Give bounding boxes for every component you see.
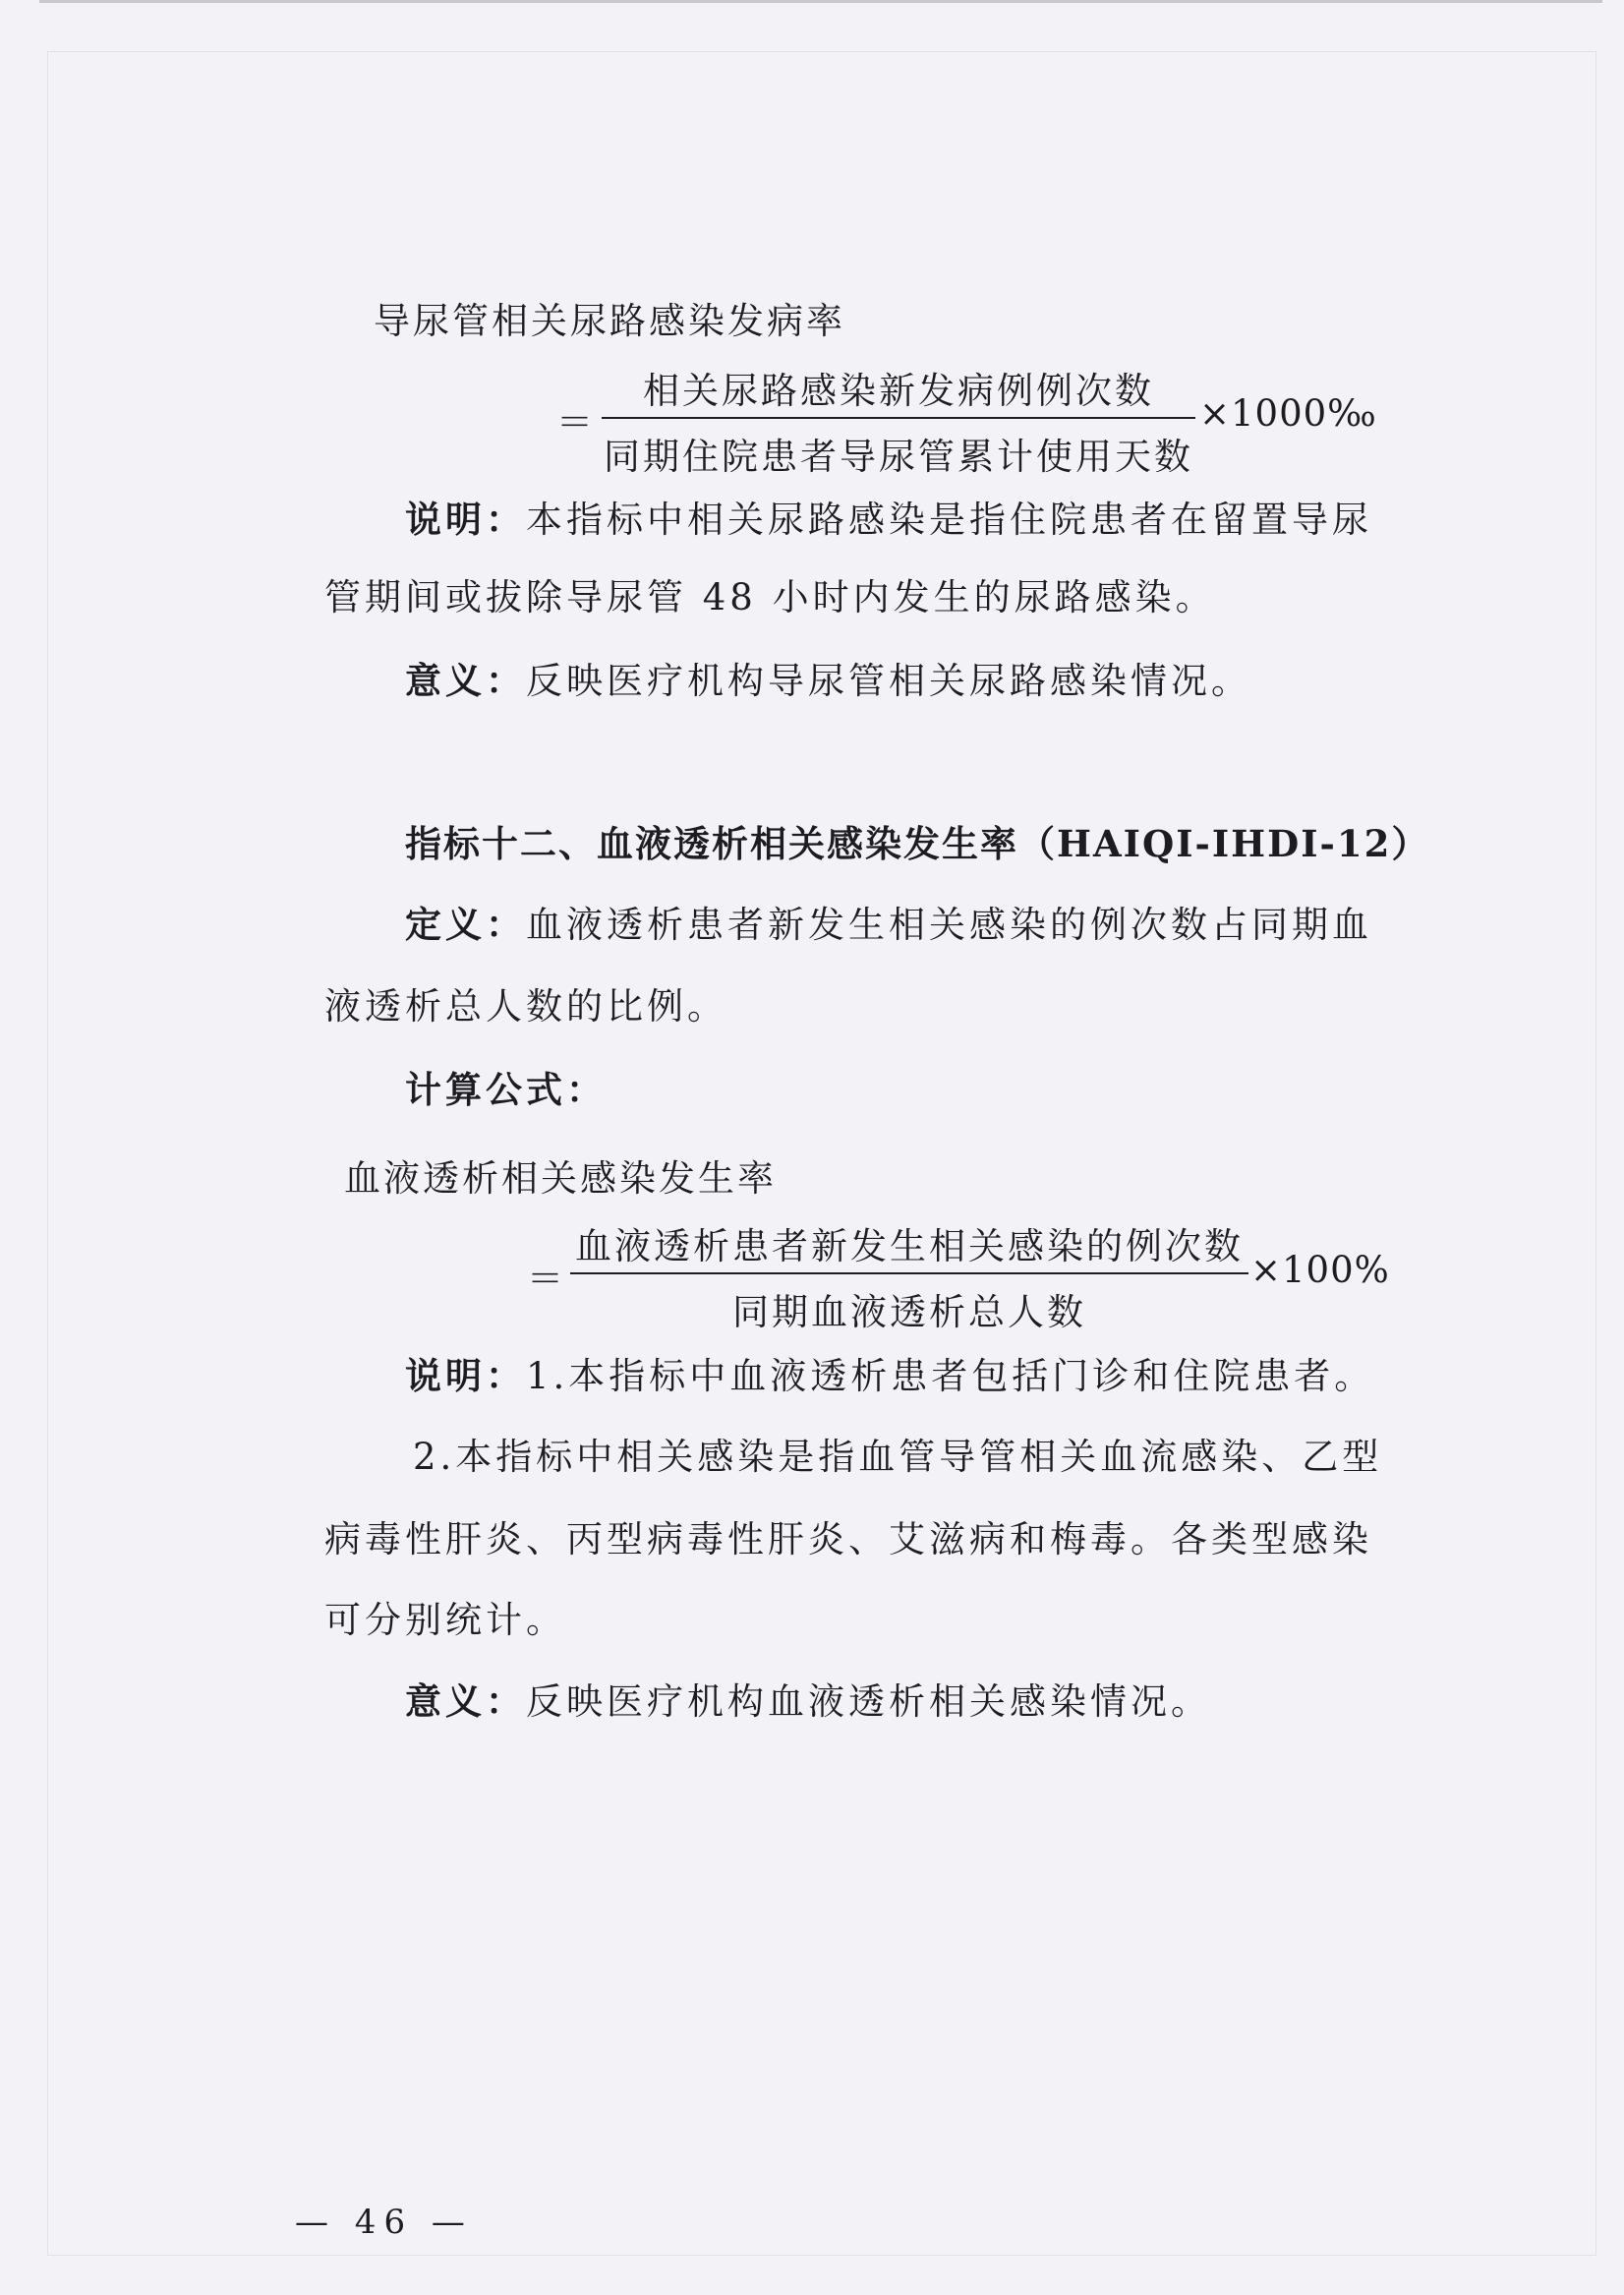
scan-edge <box>39 0 1602 3</box>
formula-denominator: 同期血液透析总人数 <box>732 1291 1086 1333</box>
definition-continuation: 液透析总人数的比例。 <box>324 985 727 1028</box>
note-label: 说明： <box>405 498 526 541</box>
meaning-text: 反映医疗机构血液透析相关感染情况。 <box>526 1680 1211 1723</box>
formula-label: 计算公式： <box>405 1068 607 1111</box>
note-continuation: 管期间或拔除导尿管 48 小时内发生的尿路感染。 <box>324 576 1216 618</box>
note-item-1: 1.本指标中血液透析患者包括门诊和住院患者。 <box>526 1355 1375 1397</box>
meaning-label: 意义： <box>405 659 526 702</box>
formula-equals: ＝ <box>527 1258 566 1300</box>
page-number: — 46 — <box>295 2203 473 2242</box>
formula-numerator: 血液透析患者新发生相关感染的例次数 <box>575 1225 1244 1267</box>
note-label: 说明： <box>405 1354 526 1397</box>
meaning-paragraph <box>405 1677 1211 1726</box>
note-item-2-continuation: 病毒性肝炎、丙型病毒性肝炎、艾滋病和梅毒。各类型感染 <box>324 1518 1372 1560</box>
note-paragraph <box>405 1352 1374 1400</box>
formula-lhs: 导尿管相关尿路感染发病率 <box>374 300 845 342</box>
meaning-label: 意义： <box>405 1679 526 1723</box>
note-item-2: 2.本指标中相关感染是指血管导管相关血流感染、乙型 <box>413 1436 1383 1478</box>
fraction-bar <box>602 417 1195 419</box>
formula-equals: ＝ <box>556 401 596 443</box>
section-heading: 指标十二、血液透析相关感染发生率（HAIQI-IHDI-12） <box>405 822 1430 865</box>
formula-denominator: 同期住院患者导尿管累计使用天数 <box>604 436 1193 478</box>
meaning-paragraph <box>405 657 1251 705</box>
note-text: 本指标中相关尿路感染是指住院患者在留置导尿 <box>526 499 1372 541</box>
fraction-bar <box>570 1272 1248 1274</box>
definition-label: 定义： <box>405 903 526 946</box>
formula-numerator: 相关尿路感染新发病例例次数 <box>643 370 1154 412</box>
definition-text: 血液透析患者新发生相关感染的例次数占同期血 <box>526 904 1372 946</box>
formula-lhs: 血液透析相关感染发生率 <box>344 1157 777 1200</box>
formula-multiplier: ×100% <box>1250 1249 1390 1291</box>
meaning-text: 反映医疗机构导尿管相关尿路感染情况。 <box>526 660 1251 702</box>
note-item-2-continuation: 可分别统计。 <box>324 1599 566 1641</box>
formula-multiplier: ×1000‰ <box>1199 392 1377 435</box>
note-paragraph <box>405 496 1372 544</box>
definition-paragraph <box>405 901 1372 949</box>
